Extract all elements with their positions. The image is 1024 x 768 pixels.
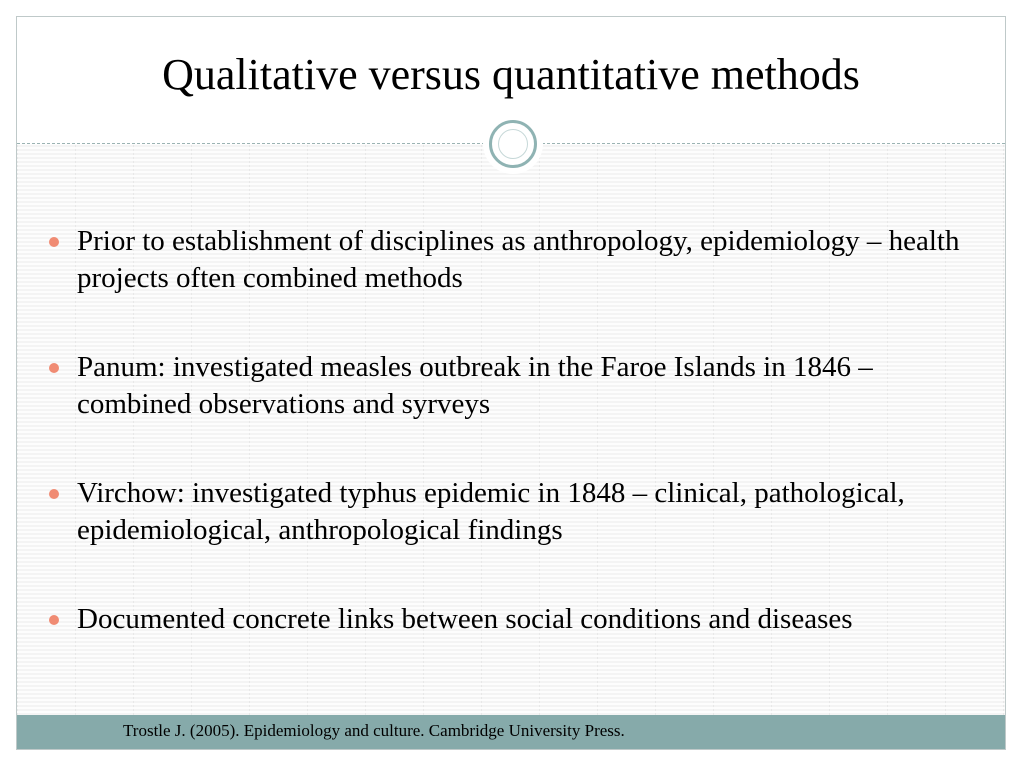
bullet-text: Documented concrete links between social conditions and diseases [77, 603, 853, 635]
bullet-text: Virchow: investigated typhus epidemic in 1848 – clinical, pathological, epidemiological, anthropological findings [77, 477, 905, 546]
bullet-text: Panum: investigated measles outbreak in the Faroe Islands in 1846 – combined observations and syrveys [77, 351, 873, 420]
bullet-list [47, 223, 977, 690]
bullet-dot-icon [49, 363, 59, 373]
bullet-dot-icon [49, 489, 59, 499]
bullet-item [47, 475, 977, 549]
slide-title: Qualitative versus quantitative methods [162, 50, 860, 99]
ornament-ring [489, 120, 537, 168]
slide [16, 16, 1006, 750]
bullet-text: Prior to establishment of disciplines as anthropology, epidemiology – health projects often combined methods [77, 225, 960, 294]
circle-ornament-icon [483, 114, 543, 174]
bullet-item [47, 349, 977, 423]
ornament-inner-ring [498, 129, 528, 159]
footer-citation: Trostle J. (2005). Epidemiology and culture. Cambridge University Press. [123, 721, 625, 740]
bullet-item [47, 223, 977, 297]
footer-band [17, 715, 1005, 749]
bullet-dot-icon [49, 615, 59, 625]
bullet-dot-icon [49, 237, 59, 247]
bullet-item [47, 601, 977, 638]
